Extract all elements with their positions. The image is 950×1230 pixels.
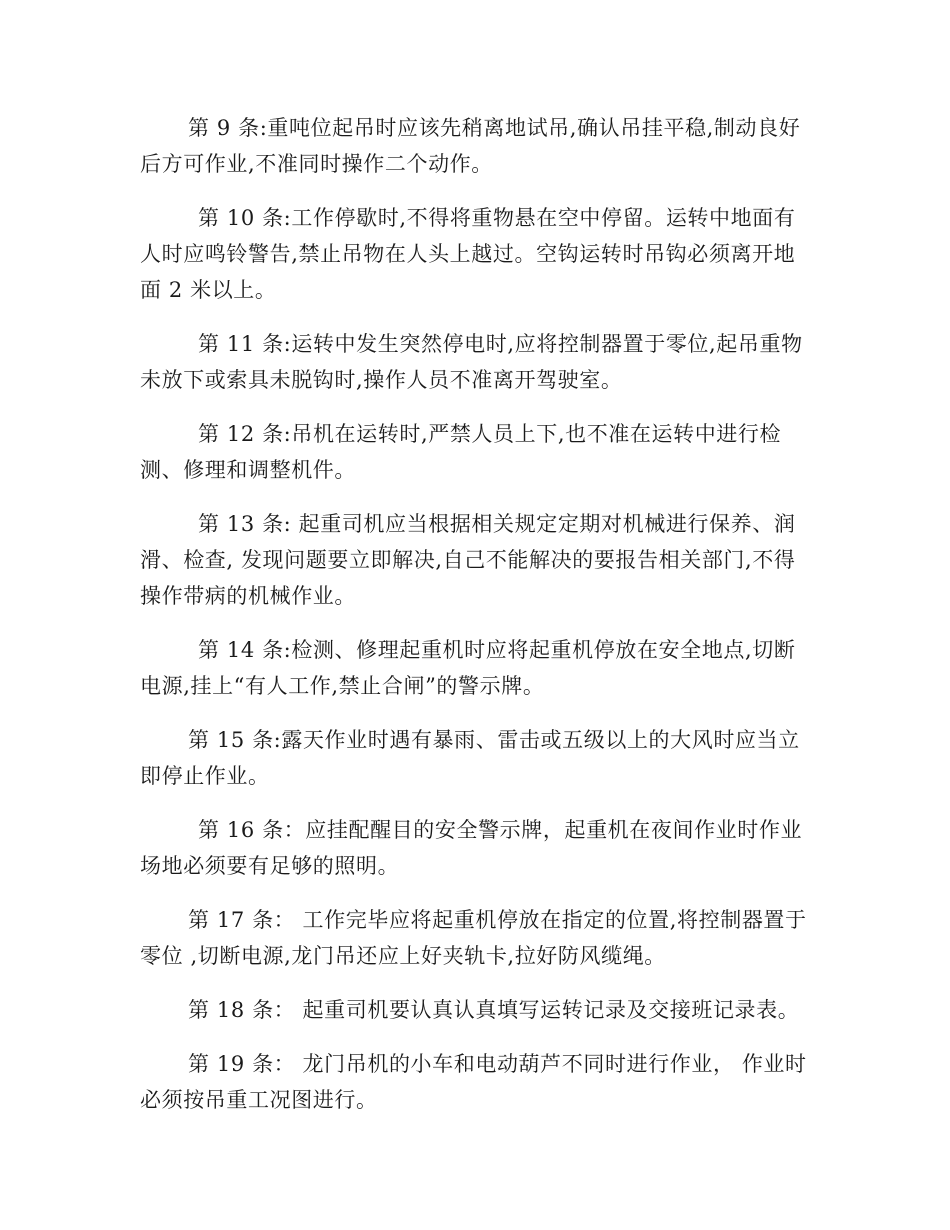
article-11: 第 11 条:运转中发生突然停电时,应将控制器置于零位,起吊重物未放下或索具未脱钩时,操作人员不准离开驾驶室。 <box>140 332 803 392</box>
article-16: 第 16 条：应挂配醒目的安全警示牌，起重机在夜间作业时作业场地必须要有足够的照明。 <box>140 818 803 878</box>
article-10: 第 10 条:工作停歇时,不得将重物悬在空中停留。运转中地面有人时应鸣铃警告,禁止吊物在人头上越过。空钩运转时吊钩必须离开地面 2 米以上。 <box>140 206 796 302</box>
article-19: 第 19 条： 龙门吊机的小车和电动葫芦不同时进行作业， 作业时必须按吊重工况图进行。 <box>140 1052 807 1112</box>
article-9: 第 9 条:重吨位起吊时应该先稍离地试吊,确认吊挂平稳,制动良好后方可作业,不准同时操作二个动作。 <box>140 116 801 176</box>
article-18: 第 18 条： 起重司机要认真认真填写运转记录及交接班记录表。 <box>188 998 800 1022</box>
article-14: 第 14 条:检测、修理起重机时应将起重机停放在安全地点,切断电源,挂上“有人工作,禁止合闸”的警示牌。 <box>140 638 796 698</box>
article-15: 第 15 条:露天作业时遇有暴雨、雷击或五级以上的大风时应当立即停止作业。 <box>140 728 800 788</box>
article-17: 第 17 条： 工作完毕应将起重机停放在指定的位置,将控制器置于零位 ,切断电源,龙门吊还应上好夹轨卡,拉好防风缆绳。 <box>140 908 807 968</box>
article-12: 第 12 条:吊机在运转时,严禁人员上下,也不准在运转中进行检测、修理和调整机件。 <box>140 422 782 482</box>
article-13: 第 13 条: 起重司机应当根据相关规定定期对机械进行保养、润滑、检查, 发现问题要立即解决,自己不能解决的要报告相关部门,不得操作带病的机械作业。 <box>140 512 796 608</box>
